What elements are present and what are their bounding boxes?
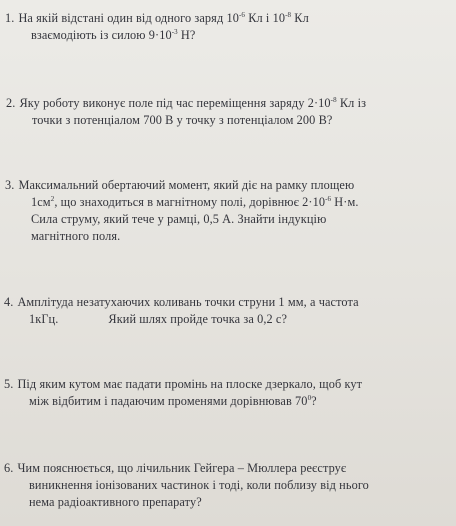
problem-5 — [4, 376, 449, 410]
problem-4-line-2: 1кГц. Який шлях пройде точка за 0,2 с? — [29, 312, 288, 326]
problem-3-line-4: магнітного поля. — [31, 229, 121, 243]
problem-3-line-3: Сила струму, який тече у рамці, 0,5 А. Знайти індукцію — [31, 212, 327, 226]
problem-6 — [4, 460, 449, 511]
problem-2-line-2: точки з потенціалом 700 В у точку з потенціалом 200 В? — [32, 113, 333, 127]
problem-1-line-2: взаємодіють із силою $9\cdot 10^{-3}$ Н? — [31, 28, 196, 42]
problem-1-line-1: 1. На якій відстані один від одного заряд $10^{-6}$ Кл і $10^{-8}$ Кл — [5, 11, 309, 25]
problem-2-line-1: 2. Яку роботу виконує поле під час переміщення заряду $2\cdot 10^{-8}$ Кл із — [6, 96, 367, 110]
problem-2 — [6, 95, 451, 129]
problem-4-line-1: 4. Амплітуда незатухаючих коливань точки струни 1 мм, а частота — [4, 295, 359, 309]
problem-5-line-1: 5. Під яким кутом має падати промінь на плоске дзеркало, щоб кут — [4, 377, 363, 391]
problem-number: 1. — [5, 11, 15, 25]
problem-6-line-1: 6. Чим пояснюється, що лічильник Гейгера – Мюллера реєструє — [4, 461, 347, 475]
problem-1 — [5, 10, 450, 44]
problem-3-line-1: 3. Максимальний обертаючий момент, який діє на рамку площею — [5, 178, 355, 192]
problem-6-line-2: виникнення іонізованих частинок і тоді, коли поблизу від нього — [29, 478, 369, 492]
problem-3 — [5, 177, 450, 245]
problem-3-line-2: $1см^2$, що знаходиться в магнітному полі, дорівнює $2\cdot 10^{-6}$ Н·м. — [31, 195, 359, 209]
problem-4 — [4, 294, 449, 328]
problem-6-line-3: нема радіоактивного препарату? — [29, 495, 202, 509]
problem-5-line-2: між відбитим і падаючим променями дорівнював $70^0$? — [29, 394, 317, 408]
